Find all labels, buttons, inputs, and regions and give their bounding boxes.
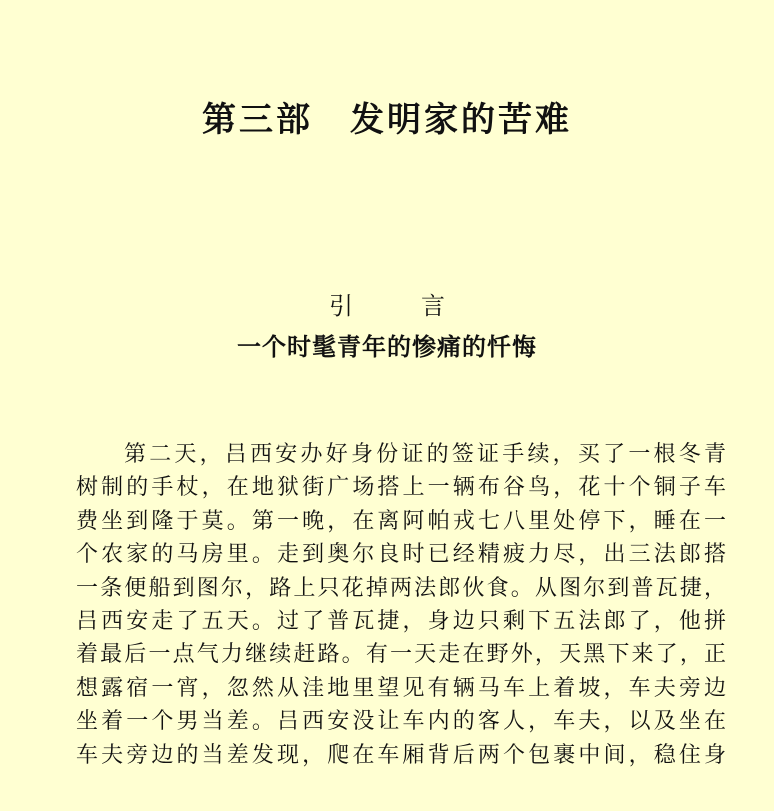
section-label-left: 引 [329, 292, 353, 320]
text-line: 想露宿一宵，忽然从洼地里望见有辆马车上着坡，车夫旁边 [76, 675, 726, 701]
section-heading [0, 286, 774, 321]
text-line: 吕西安走了五天。过了普瓦捷，身边只剩下五法郎了，他拼 [76, 608, 726, 634]
part-title: 第三部 发明家的苦难 [202, 100, 572, 140]
body-paragraph [76, 438, 726, 772]
text-line: 费坐到隆于莫。第一晚，在离阿帕戎七八里处停下，睡在一 [76, 508, 726, 534]
text-line: 坐着一个男当差。吕西安没让车内的客人，车夫，以及坐在 [76, 709, 726, 735]
text-line: 树制的手杖，在地狱街广场搭上一辆布谷鸟，花十个铜子车 [76, 475, 726, 501]
text-line: 车夫旁边的当差发现，爬在车厢背后两个包裹中间，稳住身 [76, 742, 726, 768]
text-line: 着最后一点气力继续赶路。有一天走在野外，天黑下来了，正 [76, 642, 726, 668]
chapter-subtitle: 一个时髦青年的惨痛的忏悔 [237, 333, 537, 361]
text-line: 一条便船到图尔，路上只花掉两法郎伙食。从图尔到普瓦捷， [76, 575, 726, 601]
text-line: 第二天，吕西安办好身份证的签证手续，买了一根冬青 [124, 442, 726, 467]
section-label-right: 言 [421, 292, 445, 320]
text-line: 个农家的马房里。走到奥尔良时已经精疲力尽，出三法郎搭 [76, 542, 726, 568]
